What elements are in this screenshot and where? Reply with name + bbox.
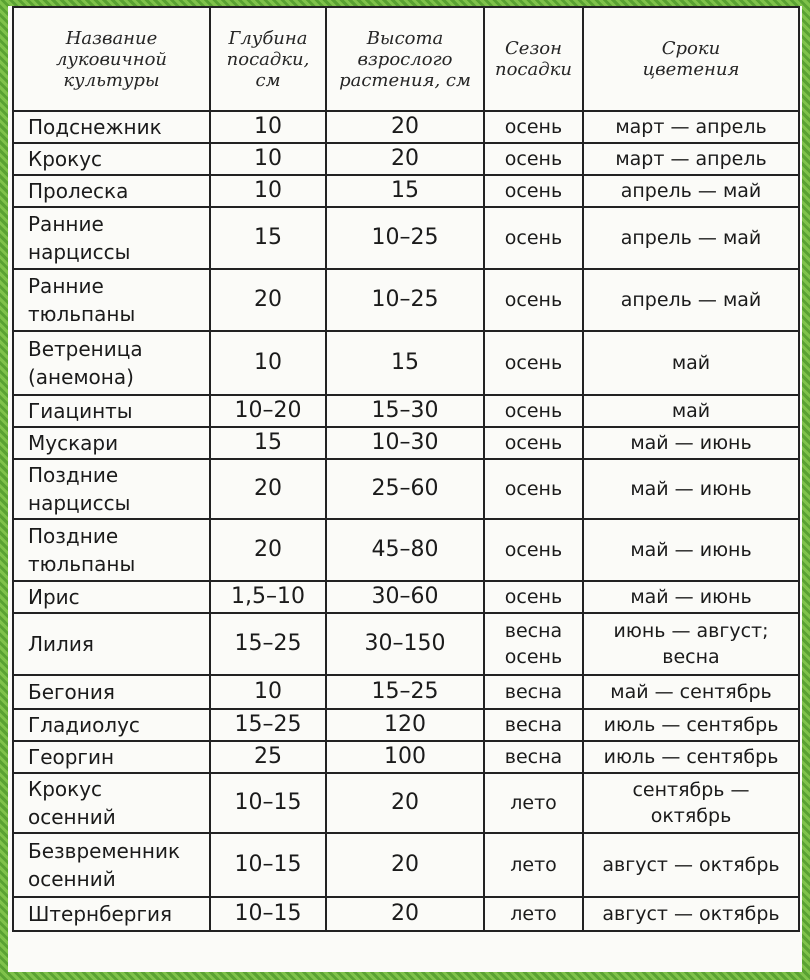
table-row [13,175,799,207]
planting-season-cell: лето [484,897,583,931]
header-bloom-period: Сроки цветения [583,7,799,111]
culture-name-cell: Крокус осенний [13,773,210,833]
planting-depth-cell: 10–15 [210,833,326,897]
planting-season-cell: лето [484,833,583,897]
header-row [13,7,799,111]
culture-name-cell: Пролеска [13,175,210,207]
plant-height-cell: 10–25 [326,207,484,269]
planting-depth-cell: 20 [210,519,326,581]
bloom-period-cell: август — октябрь [583,833,799,897]
plant-height-cell: 15–25 [326,675,484,709]
planting-depth-cell: 10–20 [210,395,326,427]
planting-season-cell: осень [484,331,583,395]
header-culture-name: Название луковичной культуры [13,7,210,111]
plant-height-cell: 20 [326,111,484,143]
planting-depth-cell: 10 [210,675,326,709]
culture-name-cell: Подснежник [13,111,210,143]
table-row [13,773,799,833]
planting-season-cell: осень [484,143,583,175]
planting-depth-cell: 10 [210,175,326,207]
bloom-period-cell: апрель — май [583,207,799,269]
bloom-period-cell: июль — сентябрь [583,741,799,773]
header-planting-depth: Глубина посадки, см [210,7,326,111]
planting-season-cell: весна [484,741,583,773]
table-row [13,613,799,675]
table-row [13,427,799,459]
table-row [13,741,799,773]
table-row [13,833,799,897]
culture-name-cell: Крокус [13,143,210,175]
culture-name-cell: Поздние нарциссы [13,459,210,519]
bloom-period-cell: май [583,331,799,395]
bloom-period-cell: март — апрель [583,111,799,143]
planting-depth-cell: 10 [210,111,326,143]
plant-height-cell: 45–80 [326,519,484,581]
planting-season-cell: осень [484,459,583,519]
culture-name-cell: Поздние тюльпаны [13,519,210,581]
table-row [13,897,799,931]
bloom-period-cell: май — июнь [583,519,799,581]
bloom-period-cell: июнь — август; весна [583,613,799,675]
planting-season-cell: весна [484,675,583,709]
bloom-period-cell: июль — сентябрь [583,709,799,741]
table-row [13,269,799,331]
table-row [13,395,799,427]
bloom-period-cell: май — июнь [583,459,799,519]
planting-season-cell: осень [484,581,583,613]
planting-season-cell: осень [484,395,583,427]
planting-depth-cell: 15 [210,427,326,459]
planting-season-cell: осень [484,427,583,459]
planting-season-cell: весна осень [484,613,583,675]
table-body [13,111,799,931]
bloom-period-cell: май — июнь [583,427,799,459]
plant-height-cell: 15–30 [326,395,484,427]
plant-height-cell: 30–60 [326,581,484,613]
planting-depth-cell: 10 [210,331,326,395]
plant-height-cell: 30–150 [326,613,484,675]
culture-name-cell: Ранние тюльпаны [13,269,210,331]
plant-height-cell: 20 [326,143,484,175]
planting-depth-cell: 15 [210,207,326,269]
plant-height-cell: 15 [326,331,484,395]
culture-name-cell: Лилия [13,613,210,675]
bloom-period-cell: май — июнь [583,581,799,613]
bloom-period-cell: сентябрь — октябрь [583,773,799,833]
planting-season-cell: осень [484,175,583,207]
culture-name-cell: Гиацинты [13,395,210,427]
planting-depth-cell: 10 [210,143,326,175]
culture-name-cell: Ветреница (анемона) [13,331,210,395]
table-row [13,331,799,395]
planting-season-cell: осень [484,207,583,269]
culture-name-cell: Штернбергия [13,897,210,931]
table-row [13,581,799,613]
planting-season-cell: лето [484,773,583,833]
planting-season-cell: осень [484,269,583,331]
planting-depth-cell: 10–15 [210,897,326,931]
plant-height-cell: 20 [326,833,484,897]
bloom-period-cell: апрель — май [583,269,799,331]
plant-height-cell: 20 [326,773,484,833]
plant-height-cell: 25–60 [326,459,484,519]
culture-name-cell: Ранние нарциссы [13,207,210,269]
bloom-period-cell: август — октябрь [583,897,799,931]
bloom-period-cell: май — сентябрь [583,675,799,709]
planting-season-cell: весна [484,709,583,741]
table-row [13,675,799,709]
planting-depth-cell: 20 [210,459,326,519]
table-sheet [8,6,802,972]
bloom-period-cell: май [583,395,799,427]
planting-depth-cell: 1,5–10 [210,581,326,613]
culture-name-cell: Бегония [13,675,210,709]
bloom-period-cell: апрель — май [583,175,799,207]
plant-height-cell: 120 [326,709,484,741]
planting-season-cell: осень [484,519,583,581]
plant-height-cell: 100 [326,741,484,773]
culture-name-cell: Георгин [13,741,210,773]
plant-height-cell: 15 [326,175,484,207]
planting-depth-cell: 25 [210,741,326,773]
planting-depth-cell: 15–25 [210,613,326,675]
header-plant-height: Высота взрослого растения, см [326,7,484,111]
plant-height-cell: 20 [326,897,484,931]
planting-depth-cell: 20 [210,269,326,331]
planting-depth-cell: 15–25 [210,709,326,741]
plant-height-cell: 10–25 [326,269,484,331]
culture-name-cell: Ирис [13,581,210,613]
culture-name-cell: Безвременник осенний [13,833,210,897]
table-row [13,143,799,175]
culture-name-cell: Гладиолус [13,709,210,741]
bulb-planting-table [12,6,800,932]
planting-season-cell: осень [484,111,583,143]
culture-name-cell: Мускари [13,427,210,459]
bloom-period-cell: март — апрель [583,143,799,175]
table-row [13,519,799,581]
table-row [13,111,799,143]
table-row [13,459,799,519]
table-row [13,709,799,741]
header-planting-season: Сезон посадки [484,7,583,111]
planting-depth-cell: 10–15 [210,773,326,833]
table-row [13,207,799,269]
plant-height-cell: 10–30 [326,427,484,459]
